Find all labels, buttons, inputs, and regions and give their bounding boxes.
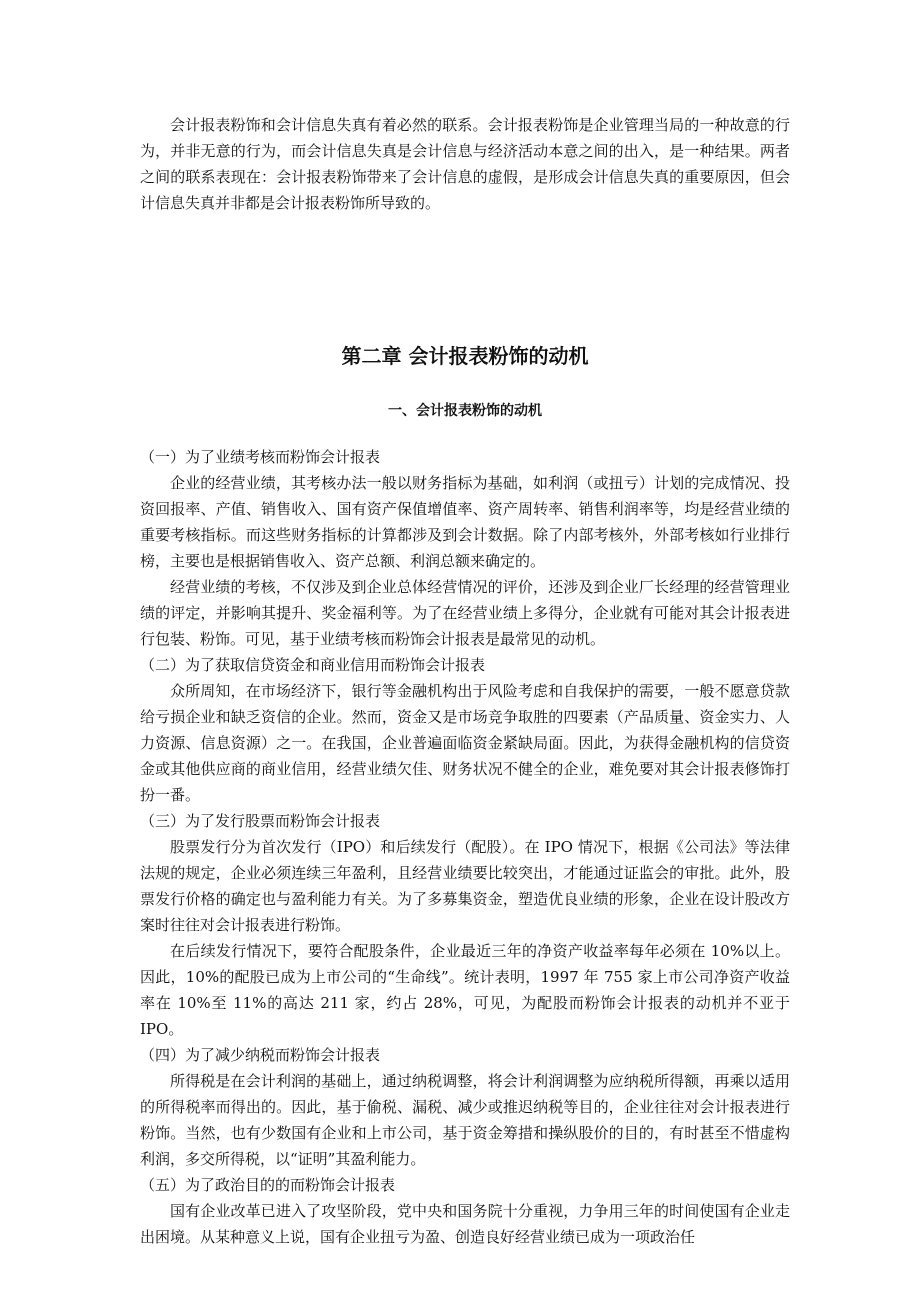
subsection-heading-1: （一）为了业绩考核而粉饰会计报表 bbox=[140, 448, 381, 466]
subsection-3-paragraph-1: 股票发行分为首次发行（IPO）和后续发行（配股）。在 IPO 情况下，根据《公司法》等法律法规的规定，企业必须连续三年盈利，且经营业绩要比较突出，才能通过证监会的审批。此外，股票发行价格的确定也与盈利能力有关。为了多募集资金，塑造优良业绩的形象，企业在设计股改方案时往往对会计报表进行粉饰。 bbox=[140, 838, 790, 934]
document-page bbox=[140, 112, 790, 1246]
subsection-heading-2: （二）为了获取信贷资金和商业信用而粉饰会计报表 bbox=[140, 656, 486, 674]
subsection-heading-4: （四）为了减少纳税而粉饰会计报表 bbox=[140, 1046, 381, 1064]
section-title: 一、会计报表粉饰的动机 bbox=[388, 403, 542, 419]
subsection-5-paragraph-1: 国有企业改革已进入了攻坚阶段，党中央和国务院十分重视，力争用三年的时间使国有企业走出困境。从某种意义上说，国有企业扭亏为盈、创造良好经营业绩已成为一项政治任 bbox=[140, 1202, 790, 1246]
subsection-2-paragraph-1: 众所周知，在市场经济下，银行等金融机构出于风险考虑和自我保护的需要，一般不愿意贷款给亏损企业和缺乏资信的企业。然而，资金又是市场竞争取胜的四要素（产品质量、资金实力、人力资源、信息资源）之一。在我国，企业普遍面临资金紧缺局面。因此，为获得金融机构的信贷资金或其他供应商的商业信用，经营业绩欠佳、财务状况不健全的企业，难免要对其会计报表修饰打扮一番。 bbox=[140, 682, 790, 804]
subsection-4-paragraph-1: 所得税是在会计利润的基础上，通过纳税调整，将会计利润调整为应纳税所得额，再乘以适用的所得税率而得出的。因此，基于偷税、漏税、减少或推迟纳税等目的，企业往往对会计报表进行粉饰。当然，也有少数国有企业和上市公司，基于资金筹措和操纵股价的目的，有时甚至不惜虚构利润，多交所得税，以“证明”其盈利能力。 bbox=[140, 1072, 790, 1168]
intro-paragraph: 会计报表粉饰和会计信息失真有着必然的联系。会计报表粉饰是企业管理当局的一种故意的行为，并非无意的行为，而会计信息失真是会计信息与经济活动本意之间的出入，是一种结果。两者之间的联系表现在：会计报表粉饰带来了会计信息的虚假，是形成会计信息失真的重要原因，但会计信息失真并非都是会计报表粉饰所导致的。 bbox=[140, 116, 790, 212]
chapter-title: 第二章 会计报表粉饰的动机 bbox=[341, 344, 589, 368]
subsection-1-paragraph-1: 企业的经营业绩，其考核办法一般以财务指标为基础，如利润（或扭亏）计划的完成情况、投资回报率、产值、销售收入、国有资产保值增值率、资产周转率、销售利润率等，均是经营业绩的重要考核指标。而这些财务指标的计算都涉及到会计数据。除了内部考核外，外部考核如行业排行榜，主要也是根据销售收入、资产总额、利润总额来确定的。 bbox=[140, 474, 790, 570]
chapter-body bbox=[140, 444, 790, 1250]
subsection-3-paragraph-2: 在后续发行情况下，要符合配股条件，企业最近三年的净资产收益率每年必须在 10%以上。因此，10%的配股已成为上市公司的“生命线”。统计表明，1997 年 755 家上市公司净资产收益率在 10%至 11%的高达 211 家，约占 28%，可见，为配股而粉饰会计报表的动机并不亚于 IPO。 bbox=[140, 942, 790, 1038]
subsection-1-paragraph-2: 经营业绩的考核，不仅涉及到企业总体经营情况的评价，还涉及到企业厂长经理的经营管理业绩的评定，并影响其提升、奖金福利等。为了在经营业绩上多得分，企业就有可能对其会计报表进行包装、粉饰。可见，基于业绩考核而粉饰会计报表是最常见的动机。 bbox=[140, 578, 790, 648]
subsection-heading-3: （三）为了发行股票而粉饰会计报表 bbox=[140, 812, 381, 830]
subsection-heading-5: （五）为了政治目的的而粉饰会计报表 bbox=[140, 1176, 396, 1194]
